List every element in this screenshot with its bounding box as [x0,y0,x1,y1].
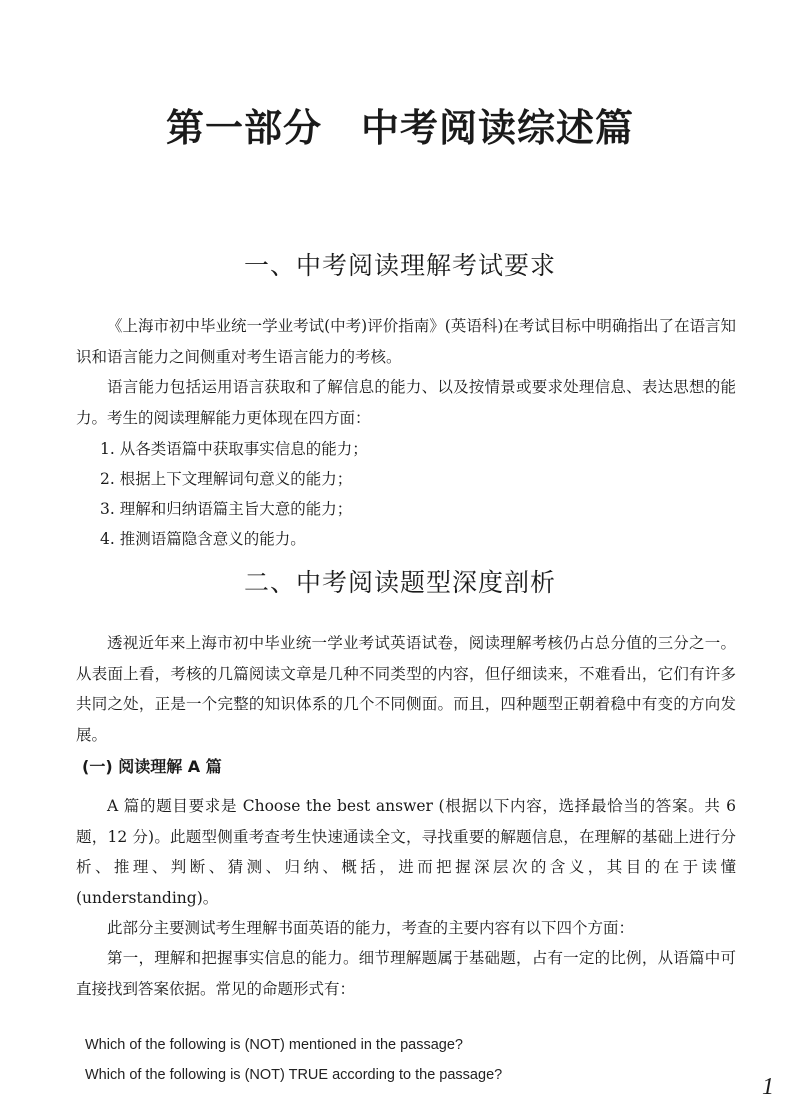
example-question: Which of the following is (NOT) mentioned in the passage? [85,1037,463,1053]
list-item: 1. 从各类语篇中获取事实信息的能力； [100,440,368,458]
section-2-paragraph-2: 此部分主要测试考生理解书面英语的能力，考查的主要内容有以下四个方面： [107,919,635,937]
section-2-paragraph-1: A 篇的题目要求是 Choose the best answer (根据以下内容，选择最恰当的答案。共 6 题，12 分)。此题型侧重考查考生快速通读全文，寻找重要的解题信息，在理解的基础上进行分析、推理、判断、猜测、归纳、概括，进而把握深层次的含义，其目的在于读懂 (understanding)。 [76,797,736,907]
list-item: 3. 理解和归纳语篇主旨大意的能力； [100,500,353,518]
list-item: 4. 推测语篇隐含意义的能力。 [100,530,306,548]
question-examples [85,1030,725,1090]
section-2-intro: 透视近年来上海市初中毕业统一学业考试英语试卷，阅读理解考核仍占总分值的三分之一。从表面上看，考核的几篇阅读文章是几种不同类型的内容，但仔细读来，不难看出，它们有许多共同之处，正是一个完整的知识体系的几个不同侧面。而且，四种题型正朝着稳中有变的方向发展。 [76,634,736,744]
list-item: 2. 根据上下文理解词句意义的能力； [100,470,353,488]
example-question: Which of the following is (NOT) TRUE according to the passage? [85,1067,503,1083]
section-1-title: 一、中考阅读理解考试要求 [243,251,556,280]
page-number: 1 [762,1074,774,1100]
subsection-title: (一) 阅读理解 A 篇 [82,757,222,776]
part-title: 第一部分 中考阅读综述篇 [165,105,634,150]
section-1-paragraph-1: 《上海市初中毕业统一学业考试(中考)评价指南》(英语科)在考试目标中明确指出了在语言知识和语言能力之间侧重对考生语言能力的考核。 [76,317,736,366]
section-1-paragraph-2: 语言能力包括运用语言获取和了解信息的能力、以及按情景或要求处理信息、表达思想的能力。考生的阅读理解能力更体现在四方面： [76,378,736,427]
ability-list [100,434,720,554]
section-2-paragraph-3: 第一，理解和把握事实信息的能力。细节理解题属于基础题，占有一定的比例，从语篇中可直接找到答案依据。常见的命题形式有： [76,949,736,998]
section-2-title: 二、中考阅读题型深度剖析 [243,568,556,597]
